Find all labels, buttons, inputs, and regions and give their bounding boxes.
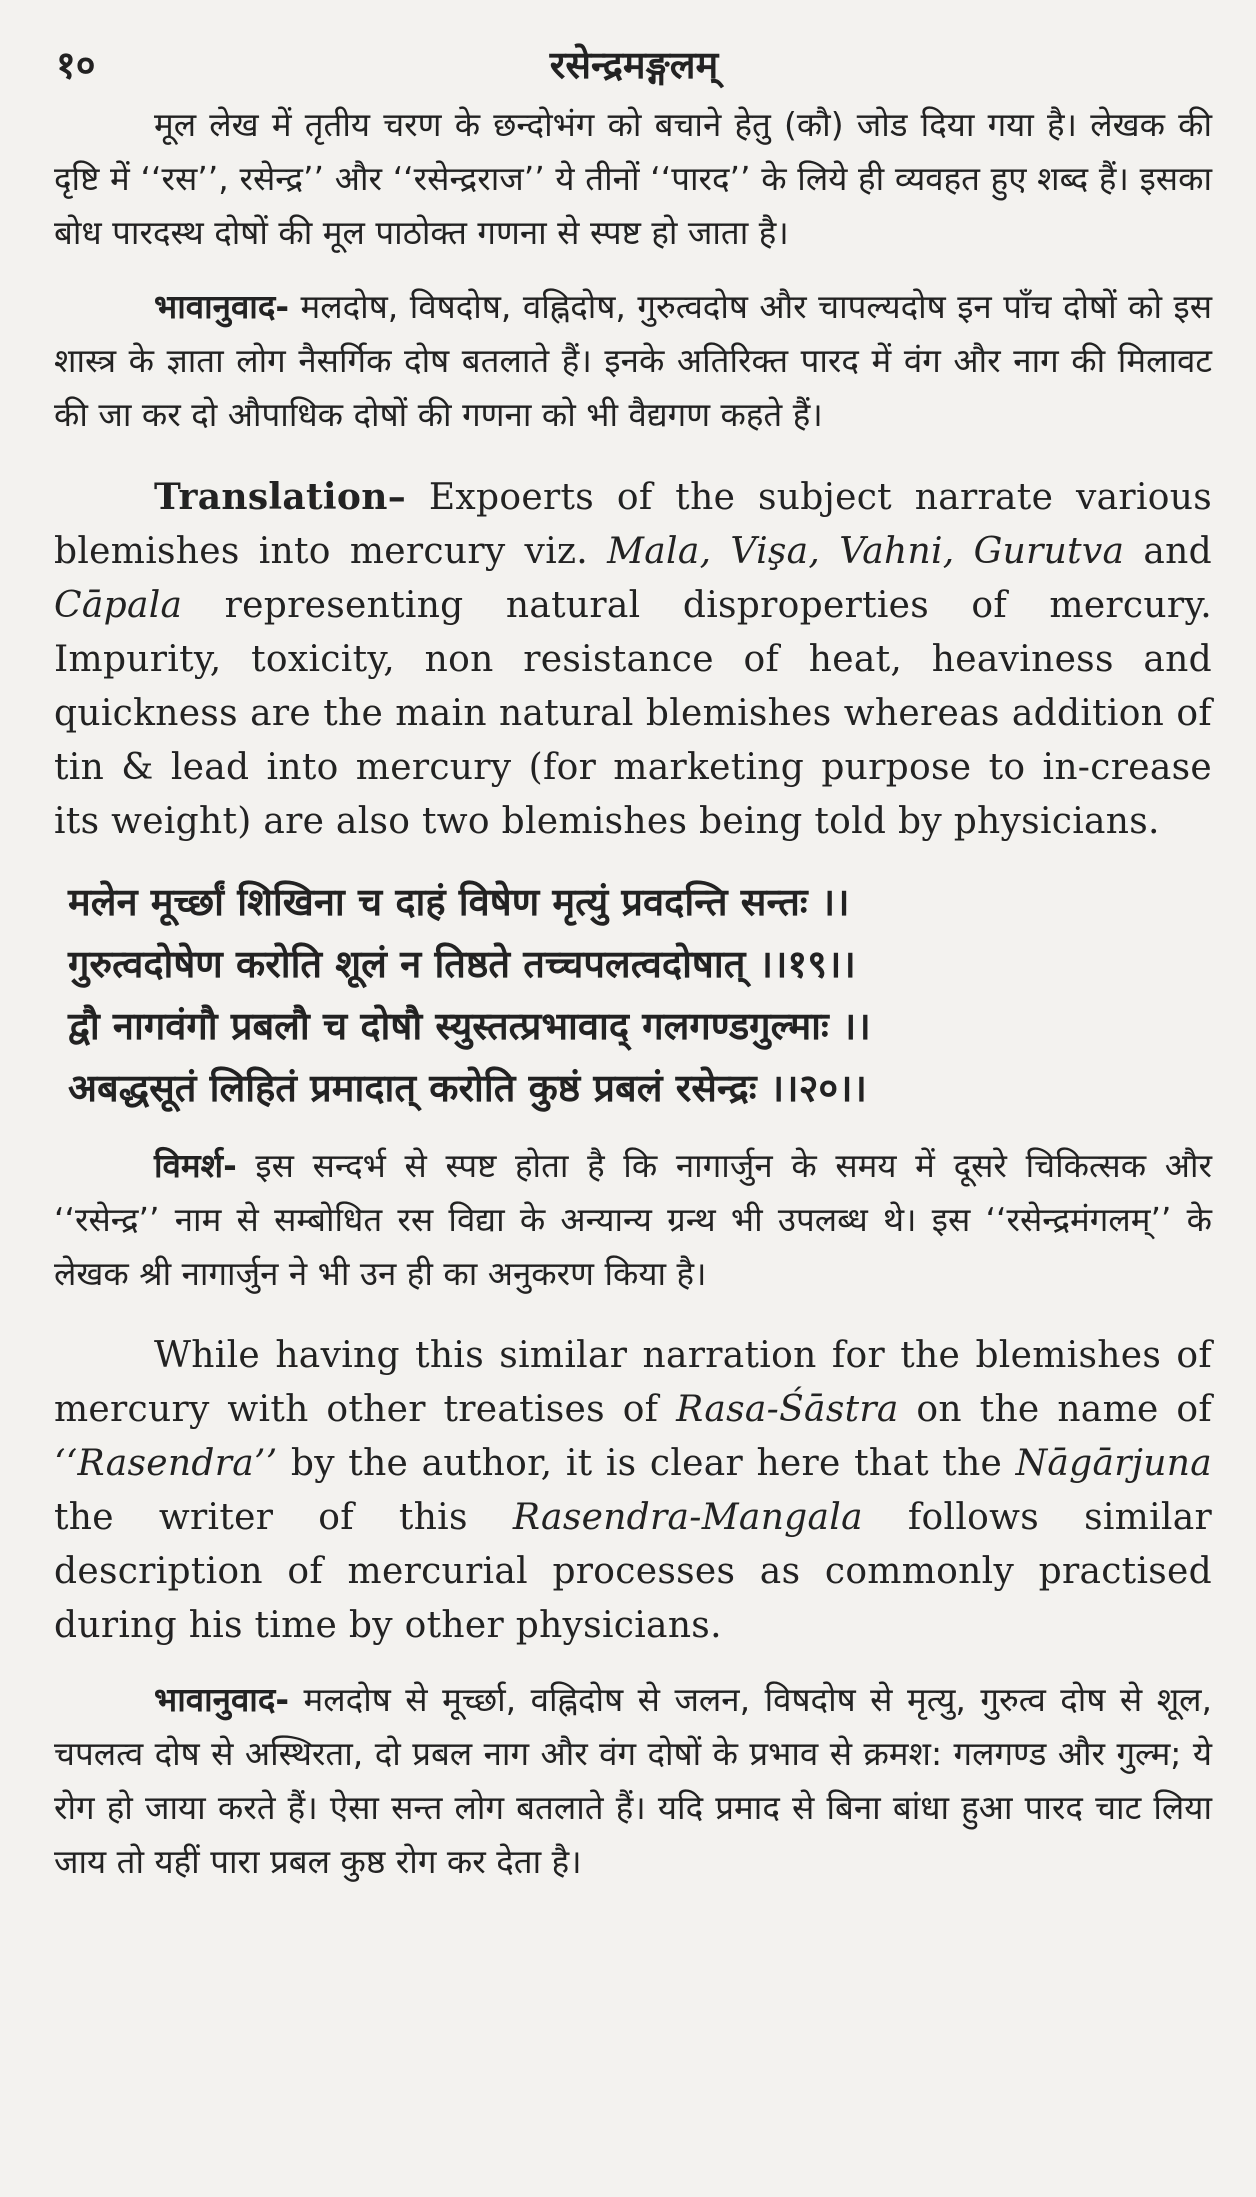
translation-label: Translation–	[154, 476, 406, 518]
verse-end-mark: ।।	[841, 1004, 871, 1048]
bhavanuvad-text: मलदोष से मूर्च्छा, वह्निदोष से जलन, विषदोष से मृत्यु, गुरुत्व दोष से शूल, चपलत्व दोष से अस्थिरता, दो प्रबल नाग और वंग दोषों के प्रभाव से क्रमश: गलगण्ड और गुल्म; ये रोग हो जाया करते हैं। ऐसा सन्त लोग बतलाते हैं। यदि प्रमाद से बिना बांधा हुआ पारद चाट लिया जाय तो यहीं पारा प्रबल कुष्ठ रोग कर देता है।	[54, 1680, 1212, 1881]
vimarsh-label: विमर्श-	[154, 1146, 237, 1185]
commentary-text-2: on the name of	[898, 1389, 1212, 1430]
verse-line	[68, 1057, 1212, 1119]
commentary-text-1: While having this similar narration for the blemishes of mercury with other treatises of	[54, 1335, 1212, 1430]
verse-end-mark: ।।	[820, 880, 850, 924]
commentary-text-4: the writer of this	[54, 1497, 513, 1538]
verse-line	[68, 995, 1212, 1057]
bhavanuvad-paragraph-1	[54, 280, 1212, 442]
running-title: रसेन्द्रमङ्गलम्	[549, 42, 719, 87]
commentary-text-3: by the author, it is clear here that the	[277, 1443, 1016, 1484]
vimarsh-text: इस सन्दर्भ से स्पष्ट होता है कि नागार्जुन के समय में दूसरे चिकित्सक और ‘‘रसेन्द्र’’ नाम से सम्बोधित रस विद्या के अन्यान्य ग्रन्थ भी उपलब्ध थे। इस ‘‘रसेन्द्रमंगलम्’’ के लेखक श्री नागार्जुन ने भी उन ही का अनुकरण किया है।	[54, 1146, 1212, 1293]
bhavanuvad-text: मलदोष, विषदोष, वह्निदोष, गुरुत्वदोष और चापल्यदोष इन पाँच दोषों को इस शास्त्र के ज्ञाता लोग नैसर्गिक दोष बतलाते हैं। इनके अतिरिक्त पारद में वंग और नाग की मिलावट की जा कर दो औपाधिक दोषों की गणना को भी वैद्यगण कहते हैं।	[54, 287, 1212, 434]
verse-end-mark: ।।२०।।	[769, 1066, 867, 1110]
commentary-text-5: follows similar description of mercurial processes as commonly practised during his time by other physicians.	[54, 1497, 1212, 1646]
translation-text-1: Expoerts of the subject narrate various blemishes into mercury viz.	[54, 477, 1212, 572]
english-commentary-paragraph	[54, 1329, 1212, 1653]
hindi-note-paragraph: मूल लेख में तृतीय चरण के छन्दोभंग को बचाने हेतु (कौ) जोड दिया गया है। लेखक की दृष्टि में ‘‘रस’’, रसेन्द्र’’ और ‘‘रसेन्द्रराज’’ ये तीनों ‘‘पारद’’ के लिये ही व्यवहत हुए शब्द हैं। इसका बोध पारदस्थ दोषों की मूल पाठोक्त गणना से स्पष्ट हो जाता है।	[54, 105, 1212, 252]
commentary-italic-2: ‘‘Rasendra’’	[54, 1443, 278, 1484]
commentary-italic-4: Rasendra-Mangala	[512, 1497, 863, 1538]
translation-italic-1: Mala, Vişa, Vahni, Gurutva	[607, 531, 1125, 572]
translation-text-3: representing natural disproperties of mercury. Impurity, toxicity, non resistance of heat, heaviness and quickness are the main natural blemishes whereas addition of tin & lead into mercury (for marketing purpose to in-crease its weight) are also two blemishes being told by physicians.	[54, 585, 1212, 842]
commentary-italic-1: Rasa-Śāstra	[676, 1389, 899, 1430]
page-number: १०	[56, 42, 96, 87]
verse-text: गुरुत्वदोषेण करोति शूलं न तिष्ठते तच्चपलत्वदोषात्	[68, 942, 746, 986]
translation-text-2: and	[1124, 531, 1212, 572]
page-header	[56, 30, 1212, 90]
vimarsh-paragraph	[54, 1139, 1212, 1301]
bhavanuvad-label: भावानुवाद-	[154, 1680, 290, 1719]
verse-text: मलेन मूर्च्छां शिखिना च दाहं विषेण मृत्युं प्रवदन्ति सन्तः	[68, 880, 808, 924]
verse-line	[68, 933, 1212, 995]
page-body	[54, 98, 1212, 1889]
sanskrit-verse-block	[54, 871, 1212, 1119]
verse-text: अबद्धसूतं लिहितं प्रमादात् करोति कुष्ठं प्रबलं रसेन्द्रः	[68, 1066, 757, 1110]
verse-text: द्वौ नागवंगौ प्रबलौ च दोषौ स्युस्तत्प्रभावाद् गलगण्डगुल्माः	[68, 1004, 829, 1048]
bhavanuvad-label: भावानुवाद-	[154, 287, 290, 326]
verse-line	[68, 871, 1212, 933]
verse-end-mark: ।।१९।।	[758, 942, 856, 986]
commentary-italic-3: Nāgārjuna	[1015, 1443, 1212, 1484]
bhavanuvad-paragraph-2	[54, 1673, 1212, 1889]
translation-paragraph	[54, 470, 1212, 849]
translation-italic-2: Cāpala	[54, 585, 183, 626]
